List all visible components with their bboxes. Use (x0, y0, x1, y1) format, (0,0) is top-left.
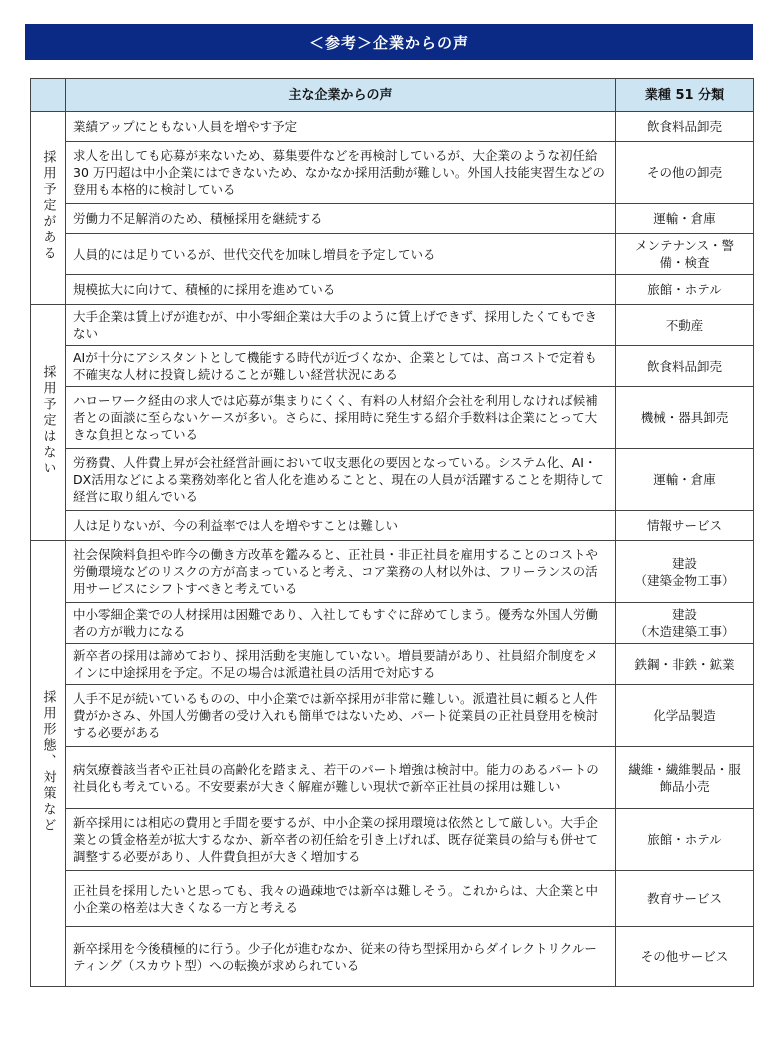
industry-cell: その他サービス (616, 927, 754, 987)
table-row (31, 809, 754, 871)
table-row (31, 747, 754, 809)
comment-cell: 規模拡大に向けて、積極的に採用を進めている (66, 275, 616, 305)
category-label: 採用予定はない (40, 364, 56, 477)
table-row (31, 112, 754, 142)
category-cell (31, 305, 66, 541)
table-row (31, 275, 754, 305)
industry-cell: 運輸・倉庫 (616, 204, 754, 234)
table-row (31, 449, 754, 511)
header-industry: 業種 51 分類 (616, 79, 754, 112)
table-body (31, 112, 754, 987)
category-cell (31, 541, 66, 987)
comment-cell: 新卒者の採用は諦めており、採用活動を実施していない。増員要請があり、社員紹介制度をメインに中途採用を予定。不足の場合は派遣社員の活用で対応する (66, 644, 616, 685)
table-row (31, 511, 754, 541)
category-label: 採用形態、対策など (40, 689, 56, 834)
industry-cell: 不動産 (616, 305, 754, 346)
comment-cell: 大手企業は賃上げが進むが、中小零細企業は大手のように賃上げできず、採用したくてもできない (66, 305, 616, 346)
header-category (31, 79, 66, 112)
table-row (31, 685, 754, 747)
comment-cell: 新卒採用には相応の費用と手間を要するが、中小企業の採用環境は依然として厳しい。大手企業との賃金格差が拡大するなか、新卒者の初任給を引き上げれば、既存従業員の給与も併せて調整する必要があり、人件費負担が大きく増加する (66, 809, 616, 871)
table-row (31, 387, 754, 449)
comment-cell: ハローワーク経由の求人では応募が集まりにくく、有料の人材紹介会社を利用しなければ候補者との面談に至らないケースが多い。さらに、採用時に発生する紹介手数料は企業にとって大きな負担となっている (66, 387, 616, 449)
industry-cell: メンテナンス・警備・検査 (616, 234, 754, 275)
comment-cell: 労働力不足解消のため、積極採用を継続する (66, 204, 616, 234)
table-row (31, 644, 754, 685)
industry-cell: その他の卸売 (616, 142, 754, 204)
page-title: ＜参考＞企業からの声 (25, 24, 753, 60)
table-row (31, 927, 754, 987)
industry-cell: 化学品製造 (616, 685, 754, 747)
table-row (31, 541, 754, 603)
comment-cell: 労務費、人件費上昇が会社経営計画において収支悪化の要因となっている。システム化、AI・DX活用などによる業務効率化と省人化を進めることと、現在の人員が活躍することを期待して経営に取り組んでいる (66, 449, 616, 511)
industry-cell: 機械・器具卸売 (616, 387, 754, 449)
comment-cell: AIが十分にアシスタントとして機能する時代が近づくなか、企業としては、高コストで定着も不確実な人材に投資し続けることが難しい経営状況にある (66, 346, 616, 387)
header-comment: 主な企業からの声 (66, 79, 616, 112)
industry-cell: 飲食料品卸売 (616, 346, 754, 387)
industry-cell: 情報サービス (616, 511, 754, 541)
table-row (31, 204, 754, 234)
comment-cell: 新卒採用を今後積極的に行う。少子化が進むなか、従来の待ち型採用からダイレクトリクルーティング（スカウト型）への転換が求められている (66, 927, 616, 987)
comment-cell: 業績アップにともない人員を増やす予定 (66, 112, 616, 142)
industry-cell: 繊維・繊維製品・服飾品小売 (616, 747, 754, 809)
industry-cell: 旅館・ホテル (616, 275, 754, 305)
table-header-row (31, 79, 754, 112)
category-cell (31, 112, 66, 305)
table-row (31, 871, 754, 927)
industry-cell: 飲食料品卸売 (616, 112, 754, 142)
comment-cell: 正社員を採用したいと思っても、我々の過疎地では新卒は難しそう。これからは、大企業と中小企業の格差は大きくなる一方と考える (66, 871, 616, 927)
comment-cell: 求人を出しても応募が来ないため、募集要件などを再検討しているが、大企業のような初任給 30 万円超は中小企業にはできないため、なかなか採用活動が難しい。外国人技能実習生などの登用も本格的に検討している (66, 142, 616, 204)
industry-cell: 運輸・倉庫 (616, 449, 754, 511)
industry-cell: 鉄鋼・非鉄・鉱業 (616, 644, 754, 685)
comment-cell: 社会保険料負担や昨今の働き方改革を鑑みると、正社員・非正社員を雇用することのコストや労働環境などのリスクの方が高まっていると考え、コア業務の人材以外は、フリーランスの活用サービスにシフトすべきと考えている (66, 541, 616, 603)
comment-cell: 病気療養該当者や正社員の高齢化を踏まえ、若干のパート増強は検討中。能力のあるパートの社員化も考えている。不安要素が大きく解雇が難しい現状で新卒正社員の採用は難しい (66, 747, 616, 809)
comment-cell: 中小零細企業での人材採用は困難であり、入社してもすぐに辞めてしまう。優秀な外国人労働者の方が戦力になる (66, 603, 616, 644)
industry-cell: 旅館・ホテル (616, 809, 754, 871)
table-row (31, 142, 754, 204)
table-row (31, 603, 754, 644)
comment-cell: 人手不足が続いているものの、中小企業では新卒採用が非常に難しい。派遣社員に頼ると人件費がかさみ、外国人労働者の受け入れも簡単ではないため、パート従業員の正社員登用を検討する必要がある (66, 685, 616, 747)
comment-cell: 人員的には足りているが、世代交代を加味し増員を予定している (66, 234, 616, 275)
comment-cell: 人は足りないが、今の利益率では人を増やすことは難しい (66, 511, 616, 541)
company-voices-table (30, 78, 754, 987)
table-row (31, 305, 754, 346)
industry-cell: 建設 （建築金物工事） (616, 541, 754, 603)
industry-cell: 建設 （木造建築工事） (616, 603, 754, 644)
table-row (31, 234, 754, 275)
industry-cell: 教育サービス (616, 871, 754, 927)
category-label: 採用予定がある (40, 150, 56, 262)
table-row (31, 346, 754, 387)
